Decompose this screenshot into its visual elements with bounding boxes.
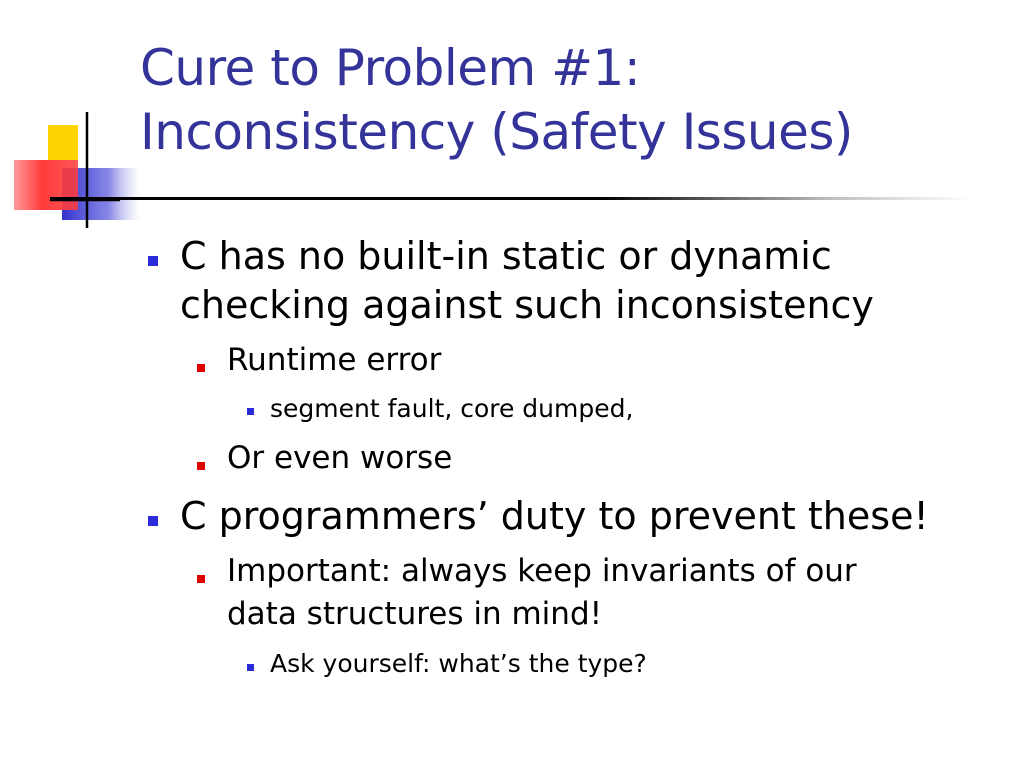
bullet-square-icon — [247, 664, 254, 671]
bullet-square-icon — [197, 462, 205, 470]
bullet-item-level3: Ask yourself: what’s the type? — [270, 649, 647, 678]
bullet-item-level2-continuation: data structures in mind! — [227, 596, 603, 632]
bullet-square-icon — [247, 408, 254, 415]
title-line-2: Inconsistency (Safety Issues) — [140, 103, 853, 161]
bullet-item-level3: segment fault, core dumped, — [270, 394, 634, 423]
bullet-item-level2: Or even worse — [227, 440, 453, 476]
bullet-item-level1-continuation: checking against such inconsistency — [180, 283, 874, 327]
bullet-item-level1: C programmers’ duty to prevent these! — [180, 494, 929, 538]
bullet-item-level2: Important: always keep invariants of our — [227, 553, 857, 589]
bullet-square-icon — [148, 516, 158, 526]
title-line-1: Cure to Problem #1: — [140, 39, 641, 97]
bullet-square-icon — [148, 256, 158, 266]
bullet-item-level2: Runtime error — [227, 342, 442, 378]
bullet-item-level1: C has no built-in static or dynamic — [180, 234, 832, 278]
bullet-square-icon — [197, 575, 205, 583]
bullet-square-icon — [197, 364, 205, 372]
